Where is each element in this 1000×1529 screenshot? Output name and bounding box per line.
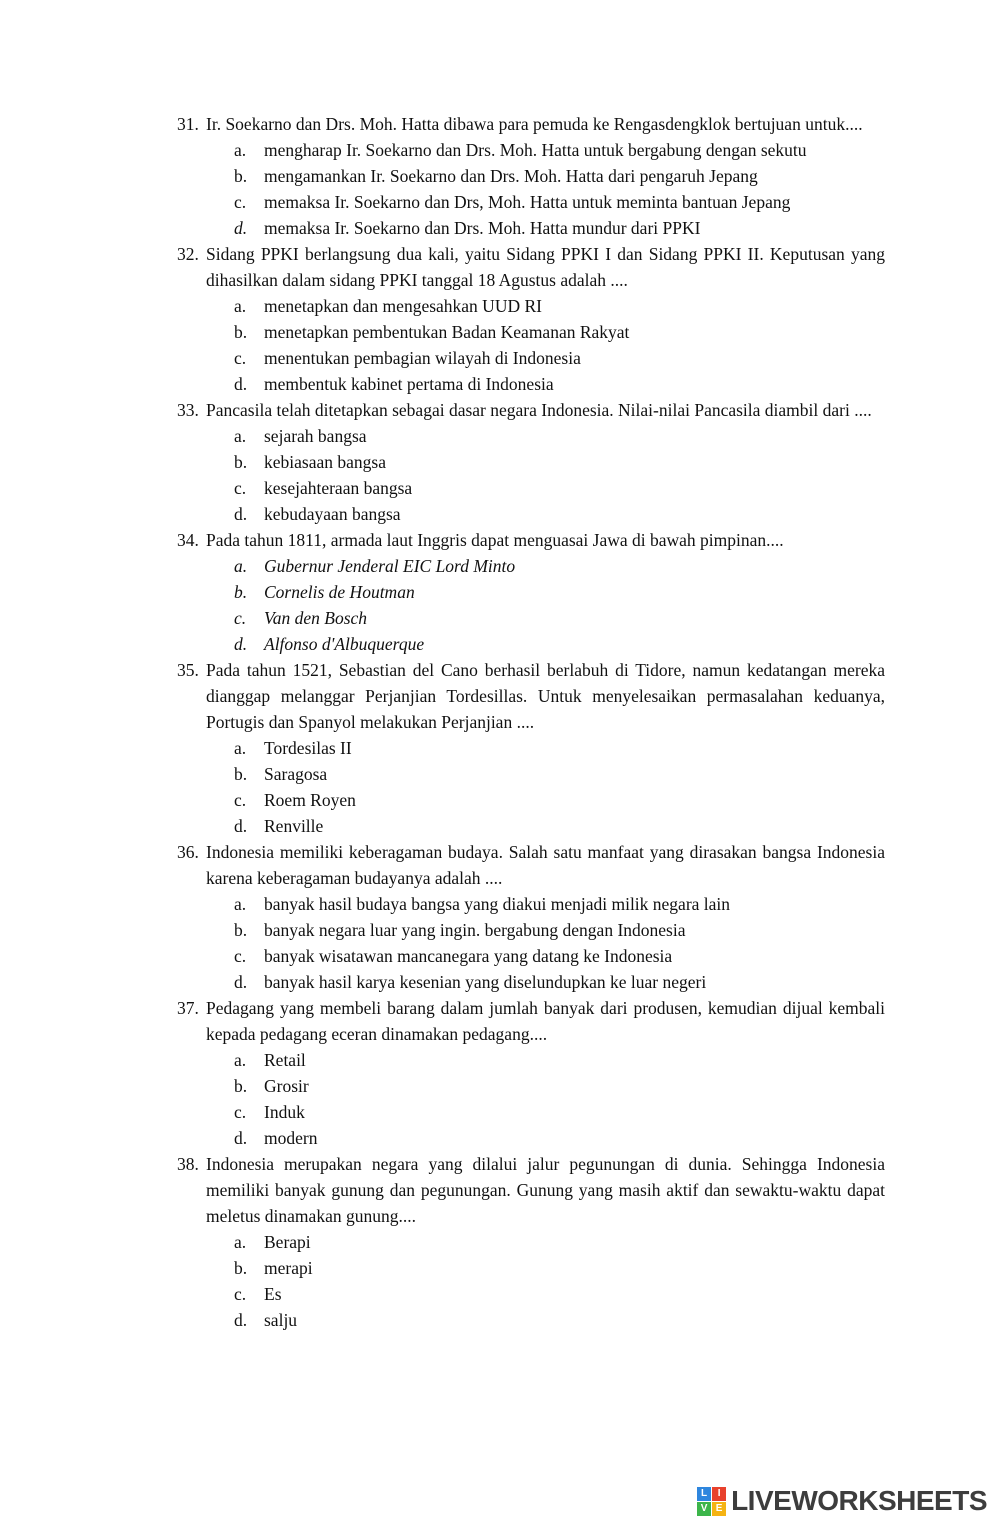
option-letter: c.: [234, 1102, 247, 1122]
option-text: menetapkan pembentukan Badan Keamanan Rakyat: [264, 322, 630, 342]
question-head: [177, 995, 885, 1047]
option-text: merapi: [264, 1258, 313, 1278]
option-letter: b.: [234, 764, 248, 784]
option-letter: c.: [234, 790, 247, 810]
option-text: Saragosa: [264, 764, 328, 784]
option-item: [234, 631, 885, 657]
liveworksheets-icon-cell: V: [697, 1502, 711, 1516]
option-item: [234, 813, 885, 839]
option-text: Van den Bosch: [264, 608, 368, 628]
option-item: [234, 293, 885, 319]
option-list: [234, 1229, 885, 1333]
question-head: [177, 397, 885, 423]
option-text: mengamankan Ir. Soekarno dan Drs. Moh. Hatta dari pengaruh Jepang: [264, 166, 758, 186]
question-text: Pedagang yang membeli barang dalam jumlah banyak dari produsen, kemudian dijual kembali kepada pedagang eceran dinamakan pedagang....: [206, 998, 885, 1044]
liveworksheets-wordmark: LIVEWORKSHEETS: [731, 1485, 987, 1516]
option-item: [234, 163, 885, 189]
option-item: [234, 475, 885, 501]
option-text: banyak hasil karya kesenian yang diselundupkan ke luar negeri: [264, 972, 707, 992]
question-head: [177, 657, 885, 735]
option-item: [234, 189, 885, 215]
option-letter: c.: [234, 192, 247, 212]
question-number: 32.: [177, 244, 199, 264]
option-item: [234, 1281, 885, 1307]
option-text: kebiasaan bangsa: [264, 452, 386, 472]
option-letter: a.: [234, 1050, 247, 1070]
option-letter: a.: [234, 894, 247, 914]
option-item: [234, 969, 885, 995]
option-letter: b.: [234, 1076, 248, 1096]
option-item: [234, 787, 885, 813]
option-item: [234, 1099, 885, 1125]
option-text: memaksa Ir. Soekarno dan Drs. Moh. Hatta mundur dari PPKI: [264, 218, 701, 238]
option-letter: d.: [234, 374, 248, 394]
question-number: 37.: [177, 998, 199, 1018]
option-item: [234, 1229, 885, 1255]
option-list: [234, 553, 885, 657]
question-number: 36.: [177, 842, 199, 862]
question-item: [177, 839, 885, 995]
option-item: [234, 735, 885, 761]
option-item: [234, 449, 885, 475]
option-item: [234, 1255, 885, 1281]
option-letter: d.: [234, 1128, 248, 1148]
option-text: menentukan pembagian wilayah di Indonesia: [264, 348, 581, 368]
option-item: [234, 943, 885, 969]
option-text: kebudayaan bangsa: [264, 504, 401, 524]
option-letter: c.: [234, 478, 247, 498]
option-item: [234, 319, 885, 345]
liveworksheets-icon-cell: E: [712, 1502, 726, 1516]
option-item: [234, 1125, 885, 1151]
option-letter: b.: [234, 452, 248, 472]
option-letter: d.: [234, 972, 248, 992]
option-text: memaksa Ir. Soekarno dan Drs, Moh. Hatta untuk meminta bantuan Jepang: [264, 192, 791, 212]
question-list: [177, 111, 885, 1333]
option-text: banyak wisatawan mancanegara yang datang ke Indonesia: [264, 946, 673, 966]
question-text: Pada tahun 1521, Sebastian del Cano berhasil berlabuh di Tidore, namun kedatangan mereka dianggap melanggar Perjanjian Tordesillas. Untuk menyelesaikan permasalahan keduanya, Portugis dan Spanyol melakukan Perjanjian ....: [206, 660, 885, 732]
option-item: [234, 137, 885, 163]
option-letter: b.: [234, 920, 248, 940]
option-item: [234, 501, 885, 527]
question-item: [177, 241, 885, 397]
option-letter: a.: [234, 556, 248, 576]
question-head: [177, 1151, 885, 1229]
option-text: Retail: [264, 1050, 306, 1070]
option-item: [234, 215, 885, 241]
option-text: Renville: [264, 816, 324, 836]
option-letter: d.: [234, 634, 248, 654]
option-list: [234, 891, 885, 995]
option-item: [234, 917, 885, 943]
option-list: [234, 735, 885, 839]
option-item: [234, 1073, 885, 1099]
option-text: banyak negara luar yang ingin. bergabung dengan Indonesia: [264, 920, 686, 940]
question-item: [177, 995, 885, 1151]
option-text: banyak hasil budaya bangsa yang diakui menjadi milik negara lain: [264, 894, 731, 914]
option-text: Grosir: [264, 1076, 309, 1096]
question-number: 35.: [177, 660, 199, 680]
question-item: [177, 657, 885, 839]
option-text: membentuk kabinet pertama di Indonesia: [264, 374, 554, 394]
option-list: [234, 293, 885, 397]
option-text: mengharap Ir. Soekarno dan Drs. Moh. Hatta untuk bergabung dengan sekutu: [264, 140, 807, 160]
question-text: Indonesia memiliki keberagaman budaya. Salah satu manfaat yang dirasakan bangsa Indonesia karena keberagaman budayanya adalah ....: [206, 842, 885, 888]
option-item: [234, 1047, 885, 1073]
question-head: [177, 111, 885, 137]
option-list: [234, 1047, 885, 1151]
question-head: [177, 839, 885, 891]
option-letter: d.: [234, 1310, 248, 1330]
option-text: Cornelis de Houtman: [264, 582, 415, 602]
question-number: 31.: [177, 114, 199, 134]
option-item: [234, 1307, 885, 1333]
liveworksheets-icon-cell: L: [697, 1487, 711, 1501]
option-letter: c.: [234, 1284, 247, 1304]
question-head: [177, 241, 885, 293]
option-text: salju: [264, 1310, 298, 1330]
question-text: Sidang PPKI berlangsung dua kali, yaitu Sidang PPKI I dan Sidang PPKI II. Keputusan yang dihasilkan dalam sidang PPKI tanggal 18 Agustus adalah ....: [206, 244, 885, 290]
option-item: [234, 345, 885, 371]
option-letter: a.: [234, 426, 247, 446]
option-item: [234, 605, 885, 631]
option-letter: a.: [234, 738, 247, 758]
question-number: 38.: [177, 1154, 199, 1174]
question-item: [177, 527, 885, 657]
option-letter: b.: [234, 582, 248, 602]
question-text: Pada tahun 1811, armada laut Inggris dapat menguasai Jawa di bawah pimpinan....: [206, 530, 784, 550]
option-letter: d.: [234, 218, 248, 238]
question-number: 33.: [177, 400, 199, 420]
question-head: [177, 527, 885, 553]
option-letter: c.: [234, 348, 247, 368]
question-text: Ir. Soekarno dan Drs. Moh. Hatta dibawa para pemuda ke Rengasdengklok bertujuan untuk....: [206, 114, 863, 134]
option-text: Tordesilas II: [264, 738, 352, 758]
option-item: [234, 553, 885, 579]
option-text: Gubernur Jenderal EIC Lord Minto: [264, 556, 516, 576]
liveworksheets-icon: [697, 1487, 726, 1516]
option-letter: b.: [234, 1258, 248, 1278]
option-letter: a.: [234, 296, 247, 316]
option-item: [234, 891, 885, 917]
option-item: [234, 761, 885, 787]
option-text: kesejahteraan bangsa: [264, 478, 413, 498]
option-letter: c.: [234, 946, 247, 966]
option-item: [234, 423, 885, 449]
liveworksheets-icon-cell: I: [712, 1487, 726, 1501]
question-text: Pancasila telah ditetapkan sebagai dasar negara Indonesia. Nilai-nilai Pancasila diambil dari ....: [206, 400, 872, 420]
question-text: Indonesia merupakan negara yang dilalui jalur pegunungan di dunia. Sehingga Indonesia memiliki banyak gunung dan pegunungan. Gunung yang masih aktif dan sewaktu-waktu dapat meletus dinamakan gunung....: [206, 1154, 885, 1226]
option-letter: a.: [234, 140, 247, 160]
option-text: Induk: [264, 1102, 305, 1122]
option-text: Es: [264, 1284, 282, 1304]
option-letter: a.: [234, 1232, 247, 1252]
option-list: [234, 423, 885, 527]
liveworksheets-logo[interactable]: [697, 1486, 987, 1516]
option-letter: d.: [234, 504, 248, 524]
option-text: Berapi: [264, 1232, 311, 1252]
question-item: [177, 111, 885, 241]
option-text: menetapkan dan mengesahkan UUD RI: [264, 296, 542, 316]
option-text: Alfonso d'Albuquerque: [264, 634, 425, 654]
option-text: sejarah bangsa: [264, 426, 367, 446]
question-item: [177, 397, 885, 527]
option-letter: b.: [234, 322, 248, 342]
option-letter: d.: [234, 816, 248, 836]
option-letter: b.: [234, 166, 248, 186]
option-item: [234, 579, 885, 605]
option-letter: c.: [234, 608, 247, 628]
question-item: [177, 1151, 885, 1333]
question-number: 34.: [177, 530, 199, 550]
option-item: [234, 371, 885, 397]
option-list: [234, 137, 885, 241]
option-text: modern: [264, 1128, 318, 1148]
option-text: Roem Royen: [264, 790, 356, 810]
